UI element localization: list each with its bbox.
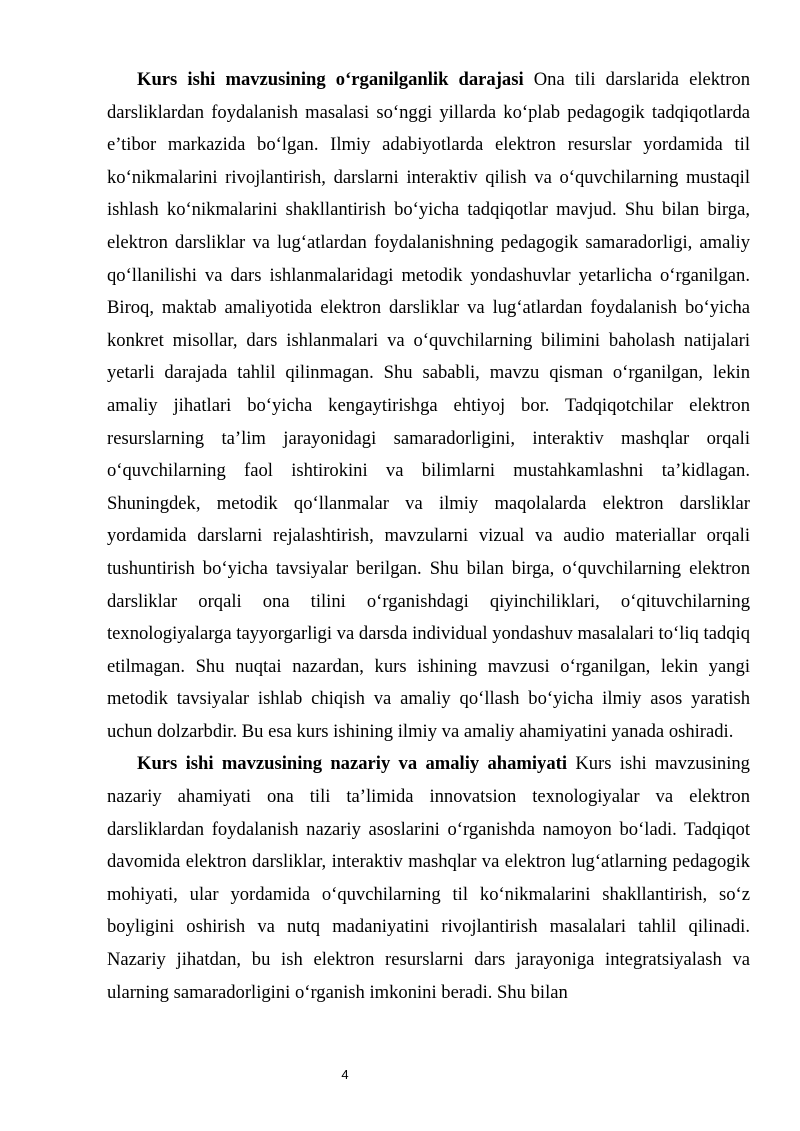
paragraph-body-study-level: Ona tili darslarida elektron darsliklardan foydalanish masalasi so‘nggi yillarda ko‘plab pedagogik tadqiqotlarda e’tibor markazida bo‘lgan. Ilmiy adabiyotlarda elektron resurslar yordamida til ko‘nikmalarini rivojlantirish, darslarni interaktiv qilish va o‘quvchilarning mustaqil ishlash ko‘nikmalarini shakllantirish bo‘yicha tadqiqotlar mavjud. Shu bilan birga, elektron darsliklar va lug‘atlardan foydalanishning pedagogik samaradorligi, amaliy qo‘llanilishi va dars ishlanmalaridagi metodik yondashuvlar yetarlicha o‘rganilgan. Biroq, maktab amaliyotida elektron darsliklar va lug‘atlardan foydalanish bo‘yicha konkret misollar, dars ishlanmalari va o‘quvchilarning bilimini baholash natijalari yetarli darajada tahlil qilinmagan. Shu sababli, mavzu qisman o‘rganilgan, lekin amaliy jihatlari bo‘yicha kengaytirishga ehtiyoj bor. Tadqiqotchilar elektron resurslarning ta’lim jarayonidagi samaradorligini, interaktiv mashqlar orqali o‘quvchilarning faol ishtirokini va bilimlarni mustahkamlashni ta’kidlagan. Shuningdek, metodik qo‘llanmalar va ilmiy maqolalarda elektron darsliklar yordamida darslarni rejalashtirish, mavzularni vizual va audio materiallar orqali tushuntirish bo‘yicha tavsiyalar berilgan. Shu bilan birga, o‘quvchilarning elektron darsliklar orqali ona tilini o‘rganishdagi qiyinchiliklari, o‘qituvchilarning texnologiyalarga tayyorgarligi va darsda individual yondashuv masalalari to‘liq tadqiq etilmagan. Shu nuqtai nazardan, kurs ishining mavzusi o‘rganilgan, lekin yangi metodik tavsiyalar ishlab chiqish va amaliy qo‘llash bo‘yicha ilmiy asos yaratish uchun dolzarbdir. Bu esa kurs ishining ilmiy va amaliy ahamiyatini yanada oshiradi. (107, 69, 750, 742)
paragraph-significance (107, 748, 750, 1009)
document-page (107, 64, 750, 1009)
page-number: 4 (341, 1067, 349, 1082)
paragraph-heading-study-level: Kurs ishi mavzusining o‘rganilganlik darajasi (137, 69, 524, 90)
paragraph-body-significance: Kurs ishi mavzusining nazariy ahamiyati ona tili ta’limida innovatsion texnologiyalar va elektron darsliklardan foydalanish nazariy asoslarini o‘rganishda namoyon bo‘ladi. Tadqiqot davomida elektron darsliklar, interaktiv mashqlar va elektron lug‘atlarning pedagogik mohiyati, ular yordamida o‘quvchilarning til ko‘nikmalarini shakllantirish, so‘z boyligini oshirish va nutq madaniyatini rivojlantirish masalalari tahlil qilinadi. Nazariy jihatdan, bu ish elektron resurslarni dars jarayoniga integratsiyalash va ularning samaradorligini o‘rganish imkonini beradi. Shu bilan (107, 753, 750, 1003)
paragraph-heading-significance: Kurs ishi mavzusining nazariy va amaliy ahamiyati (137, 753, 568, 775)
paragraph-study-level (107, 64, 750, 748)
